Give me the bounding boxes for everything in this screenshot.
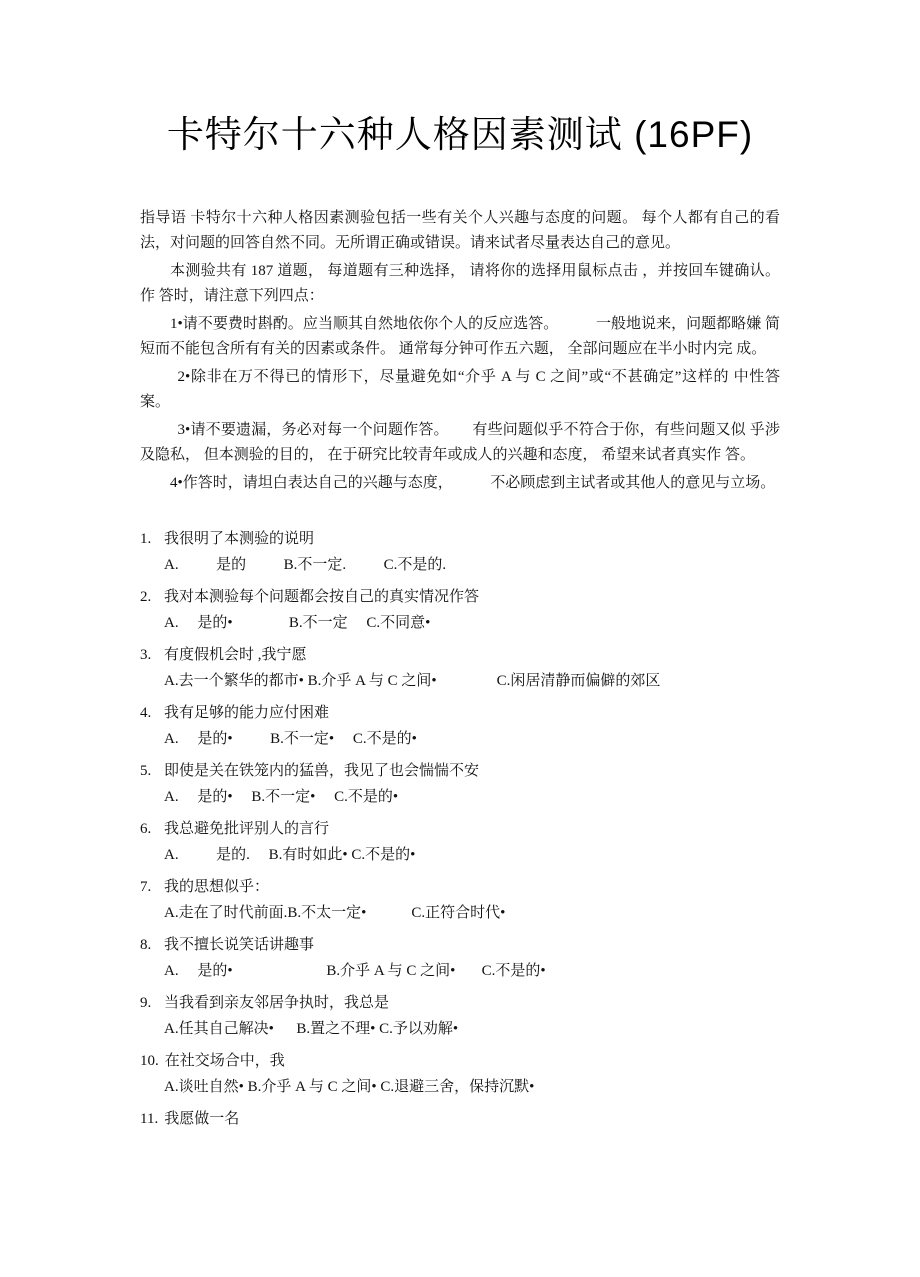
instruction-point-2: 2•除非在万不得已的情形下，尽量避免如“介乎 A 与 C 之间”或“不甚确定”这样的 中性答 案。 [140,369,784,410]
question-text: 在社交场合中，我 [164,1053,285,1069]
page-title: 卡特尔十六种人格因素测试 (16PF) [166,114,754,155]
question-number: 2. [140,589,152,605]
question-options[interactable]: A. 是的• B.介乎 A 与 C 之间• C.不是的• [164,963,546,979]
question-options[interactable]: A.走在了时代前面.B.不太一定• C.正符合时代• [164,905,506,921]
question-item-9 [140,990,780,1042]
question-number: 10. [140,1053,159,1069]
question-item-1 [140,526,780,578]
question-number: 6. [140,821,152,837]
question-text: 当我看到亲友邻居争执时，我总是 [164,995,390,1011]
question-options[interactable]: A.去一个繁华的都市• B.介乎 A 与 C 之间• C.闲居清静而偏僻的郊区 [164,673,661,689]
question-text: 我对本测验每个问题都会按自己的真实情况作答 [164,589,480,605]
question-number: 11. [140,1111,159,1127]
question-number: 5. [140,763,152,779]
question-text: 有度假机会时 ,我宁愿 [164,647,307,663]
question-item-11 [140,1106,780,1132]
question-text: 我总避免批评别人的言行 [164,821,330,837]
question-options[interactable]: A. 是的. B.有时如此• C.不是的• [164,847,416,863]
question-options[interactable]: A. 是的 B.不一定. C.不是的. [164,557,447,573]
instruction-point-3: 3•请不要遗漏，务必对每一个问题作答。 有些问题似乎不符合于你，有些问题又似 乎涉及隐私， 但本测验的目的， 在于研究比较青年或成人的兴趣和态度， 希望来试者真实作 答。 [140,422,780,463]
question-options[interactable]: A. 是的• B.不一定 C.不同意• [164,615,431,631]
question-item-7 [140,874,780,926]
question-text: 我很明了本测验的说明 [164,531,315,547]
question-number: 4. [140,705,152,721]
question-options[interactable]: A.谈吐自然• B.介乎 A 与 C 之间• C.退避三舍，保持沉默• [164,1079,535,1095]
question-number: 7. [140,879,152,895]
question-text: 我有足够的能力应付困难 [164,705,330,721]
question-options[interactable]: A. 是的• B.不一定• C.不是的• [164,789,399,805]
question-text: 我愿做一名 [164,1111,240,1127]
question-number: 8. [140,937,152,953]
question-number: 9. [140,995,152,1011]
question-number: 3. [140,647,152,663]
question-item-2 [140,584,780,636]
instruction-point-4: 4•作答时，请坦白表达自己的兴趣与态度， 不必顾虑到主试者或其他人的意见与立场。 [170,475,776,491]
question-item-8 [140,932,780,984]
question-text: 我的思想似乎： [164,879,270,895]
question-text: 即使是关在铁笼内的猛兽，我见了也会惴惴不安 [164,763,480,779]
intro-paragraph-2: 本测验共有 187 道题， 每道题有三种选择， 请将你的选择用鼠标点击 ，并按回车键确认。 作 答时，请注意下列四点： [140,263,784,304]
question-item-3 [140,642,780,694]
question-options[interactable]: A. 是的• B.不一定• C.不是的• [164,731,417,747]
question-number: 1. [140,531,152,547]
instruction-point-1: 1•请不要费时斟酌。应当顺其自然地依你个人的反应选答。 一般地说来，问题都略嫌 简短而不能包含所有有关的因素或条件。 通常每分钟可作五六题， 全部问题应在半小时内完 成。 [140,316,780,357]
question-options[interactable]: A.任其自己解决• B.置之不理• C.予以劝解• [164,1021,459,1037]
instructions-section [140,206,784,496]
question-text: 我不擅长说笑话讲趣事 [164,937,315,953]
question-item-4 [140,700,780,752]
intro-paragraph-1: 指导语 卡特尔十六种人格因素测验包括一些有关个人兴趣与态度的问题。 每个人都有自己的看 法，对问题的回答自然不同。无所谓正确或错误。请来试者尽量表达自己的意见。 [140,210,784,251]
question-list [140,526,780,1132]
question-item-6 [140,816,780,868]
question-item-5 [140,758,780,810]
question-item-10 [140,1048,780,1100]
